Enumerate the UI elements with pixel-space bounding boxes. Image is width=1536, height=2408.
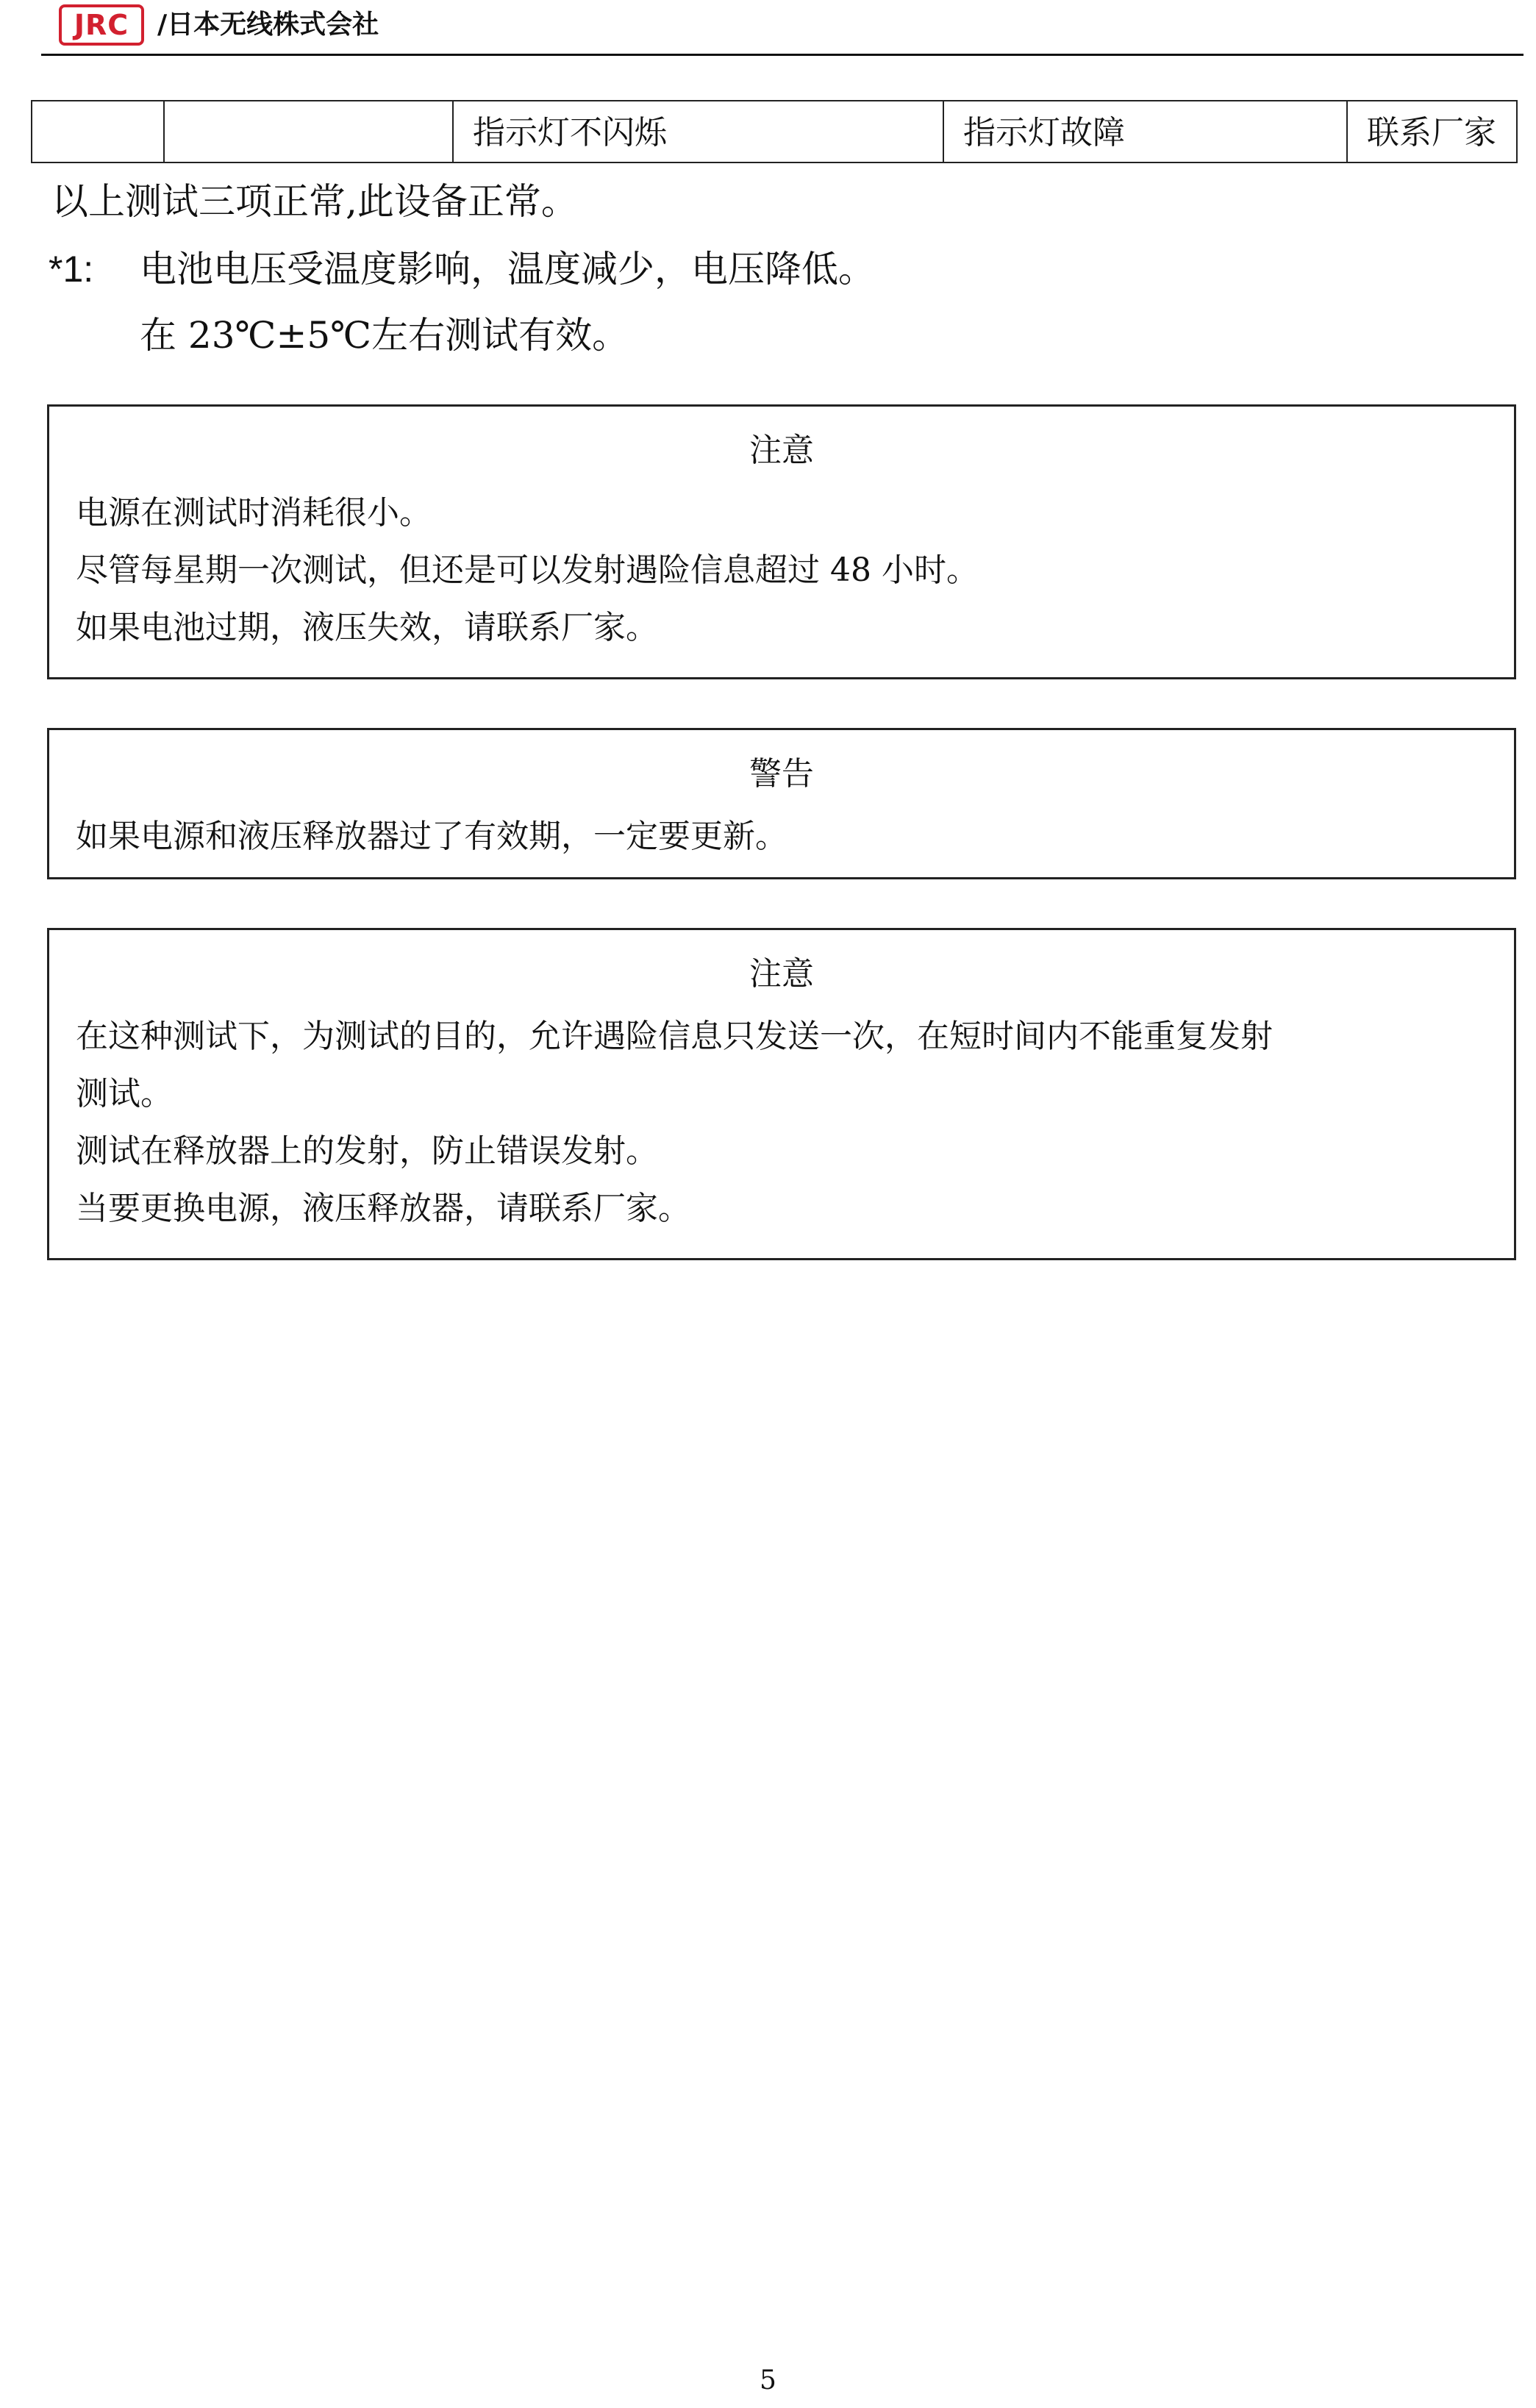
caution-line: 测试在释放器上的发射，防止错误发射。	[76, 1132, 658, 1170]
table-cell: 联系厂家	[1347, 101, 1517, 162]
caution-line: 尽管每星期一次测试，但还是可以发射遇险信息超过 48 小时。	[76, 551, 979, 589]
footnote-line-2: 在 23℃±5℃左右测试有效。	[140, 314, 629, 357]
table-row	[32, 101, 1517, 162]
table-cell	[32, 101, 164, 162]
company-name: /日本无线株式会社	[157, 10, 379, 40]
caution-line: 当要更换电源，液压释放器，请联系厂家。	[76, 1190, 690, 1227]
table-cell: 指示灯不闪烁	[453, 101, 943, 162]
table-cell: 指示灯故障	[943, 101, 1347, 162]
caution-title: 注意	[749, 432, 814, 469]
caution-box-1	[47, 404, 1516, 679]
table-cell	[164, 101, 453, 162]
caution-line: 测试。	[76, 1075, 173, 1112]
caution-line: 电源在测试时消耗很小。	[76, 494, 432, 532]
caution-box-2	[47, 928, 1516, 1260]
footnote-line-1: 电池电压受温度影响，温度减少，电压降低。	[140, 248, 875, 290]
summary-text: 以上测试三项正常,此设备正常。	[51, 180, 578, 223]
caution-title: 注意	[749, 955, 814, 993]
caution-line: 在这种测试下，为测试的目的，允许遇险信息只发送一次，在短时间内不能重复发射	[76, 1018, 1273, 1055]
page-number: 5	[760, 2365, 776, 2396]
page-header	[0, 0, 1536, 59]
warning-line: 如果电源和液压释放器过了有效期，一定要更新。	[76, 818, 787, 855]
caution-line: 如果电池过期，液压失效，请联系厂家。	[76, 609, 658, 646]
header-divider	[41, 54, 1524, 56]
warning-box	[47, 728, 1516, 879]
warning-title: 警告	[749, 755, 814, 793]
footnote-marker: *1:	[49, 249, 94, 290]
test-result-table	[31, 100, 1518, 163]
jrc-logo: JRC	[59, 4, 144, 46]
